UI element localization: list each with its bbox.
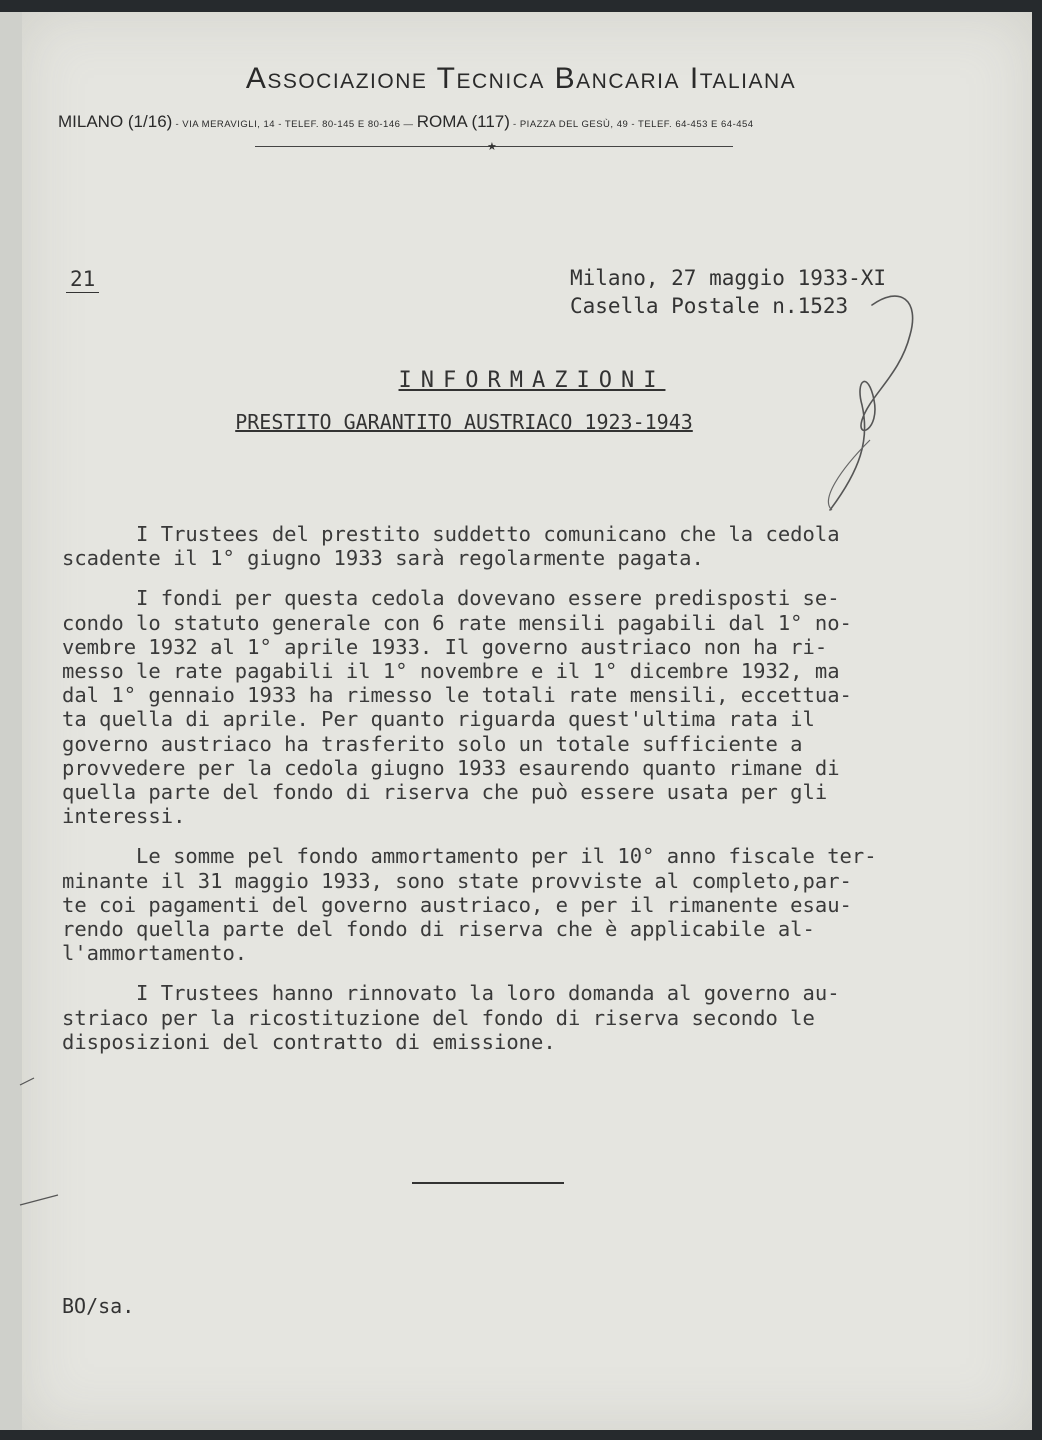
roma-city: ROMA (117) (416, 112, 510, 131)
po-box: Casella Postale n.1523 (570, 294, 849, 318)
milano-city: MILANO (1/16) (58, 112, 173, 131)
star-icon: ★ (487, 140, 497, 153)
milano-details: - VIA MERAVIGLI, 14 - TELEF. 80-145 E 80-146 — (172, 119, 417, 130)
paragraph-4: I Trustees hanno rinnovato la loro domanda al governo au- striaco per la ricostituzione del fondo di riserva secondo le disposizioni del contratto di emissione. (62, 981, 840, 1054)
document-date: Milano, 27 maggio 1933-XI (570, 266, 887, 290)
typist-initials: BO/sa. (62, 1294, 135, 1318)
title-text: INFORMAZIONI (398, 368, 666, 393)
document-number: 21 (66, 266, 99, 293)
paragraph-1: I Trustees del prestito suddetto comunicano che la cedola scadente il 1° giugno 1933 sarà regolarmente pagata. (62, 522, 840, 571)
subtitle-text: PRESTITO GARANTITO AUSTRIACO 1923-1943 (235, 410, 693, 434)
roma-details: - PIAZZA DEL GESÙ, 49 - TELEF. 64-453 E 64-454 (509, 119, 754, 130)
letterhead-organization: Associazione Tecnica Bancaria Italiana (245, 62, 797, 95)
paragraph-3: Le somme pel fondo ammortamento per il 10° anno fiscale ter- minante il 31 maggio 1933, sono state provviste al completo,par- te coi pagamenti del governo austriaco, e per il rimanente esau- rendo quella parte del fondo di riserva che è applicabile al- l'ammortamento. (62, 844, 877, 966)
paragraph-2: I fondi per questa cedola dovevano essere predisposti se- condo lo statuto generale con 6 rate mensili pagabili dal 1° no- vembre 1932 al 1° aprile 1933. Il governo austriaco non ha ri- messo le rate pagabili il 1° novembre e il 1° dicembre 1932, ma dal 1° gennaio 1933 ha rimesso le totali rate mensili, eccettua- ta quella di aprile. Per quanto riguarda quest'ultima rata il governo austriaco ha trasferito solo un totale sufficiente a provvedere per la cedola giugno 1933 esaurendo quanto rimane di quella parte del fondo di riserva che può essere usata per gli interessi. (62, 586, 852, 829)
